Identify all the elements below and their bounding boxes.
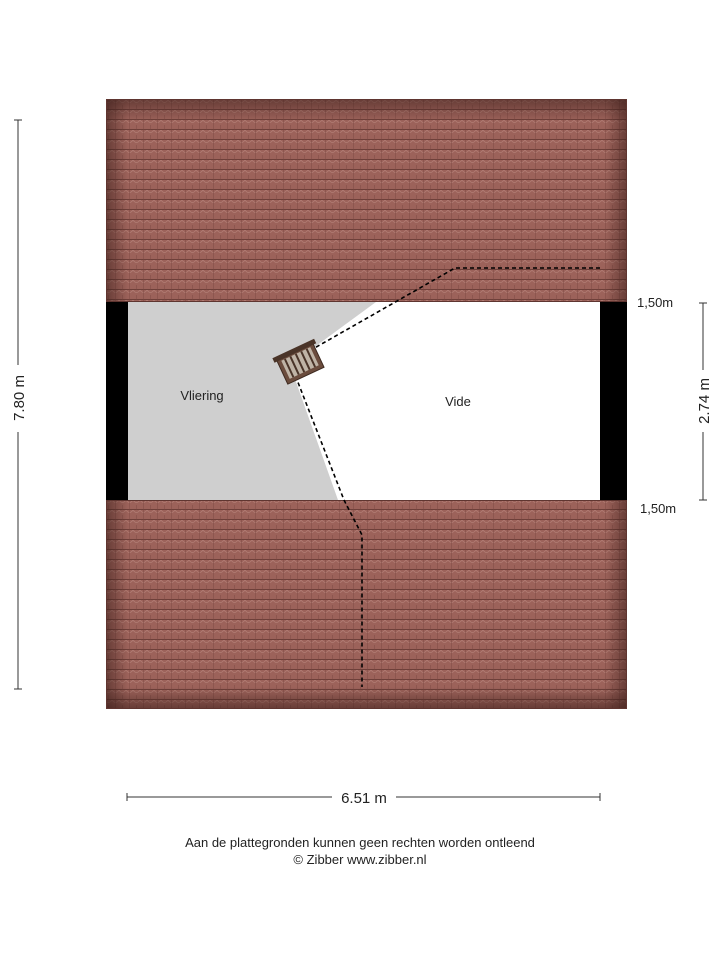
- knee-height-label-bottom: 1,50m: [640, 501, 677, 516]
- dimension-total-width: [127, 790, 600, 807]
- room-label-vliering: Vliering: [180, 388, 224, 403]
- dimension-opening-depth: [696, 303, 713, 500]
- dimension-total-height-label: 7.80 m: [11, 375, 28, 421]
- room-label-vide: Vide: [445, 394, 471, 409]
- copyright-text: © Zibber www.zibber.nl: [293, 852, 427, 867]
- dimension-opening-depth-label: 2.74 m: [696, 378, 713, 424]
- roof-upper: [106, 99, 627, 302]
- dimension-total-width-label: 6.51 m: [341, 790, 387, 807]
- roof-lower: [106, 500, 627, 709]
- gable-wall-left: [106, 302, 128, 500]
- disclaimer-text: Aan de plattegronden kunnen geen rechten worden ontleend: [185, 835, 535, 850]
- gable-wall-right: [600, 302, 627, 500]
- dimension-total-height: [11, 120, 28, 689]
- knee-height-label-top: 1,50m: [637, 295, 674, 310]
